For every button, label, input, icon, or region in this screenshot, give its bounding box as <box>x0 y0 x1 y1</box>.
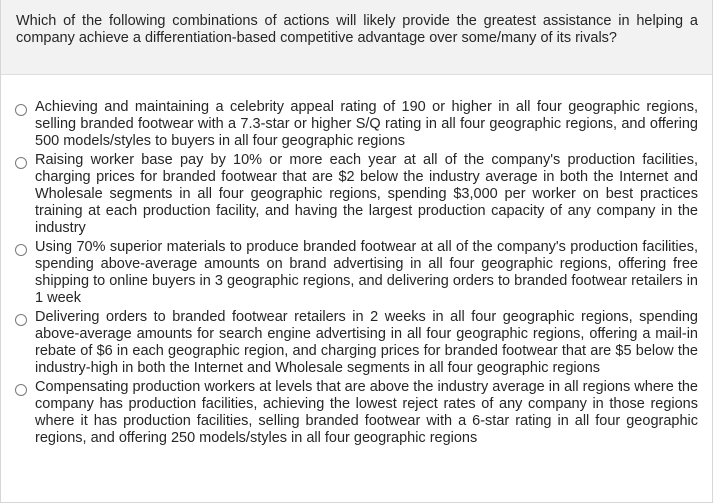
answer-option-5[interactable] <box>1 379 712 447</box>
answer-option-4[interactable] <box>1 309 712 377</box>
radio-button-option-3[interactable] <box>15 244 27 256</box>
answer-option-label[interactable]: Raising worker base pay by 10% or more each year at all of the company's production facilities, charging prices for branded footwear that are $2 below the industry average in both the Internet and Wholesale segments in all four geographic regions, spending $3,000 per worker on best practices training at each production facility, and having the largest production capacity of any company in the industry <box>35 152 698 236</box>
answer-option-label[interactable]: Delivering orders to branded footwear retailers in 2 weeks in all four geographic regions, spending above-average amounts for search engine advertising in all four geographic regions, offering a mail-in rebate of $6 in each geographic region, and charging prices for branded footwear that are $5 below the industry-high in both the Internet and Wholesale segments in all four geographic regions <box>35 309 698 376</box>
answer-option-3[interactable] <box>1 239 712 307</box>
radio-button-option-5[interactable] <box>15 384 27 396</box>
answer-option-2[interactable] <box>1 152 712 237</box>
radio-button-option-1[interactable] <box>15 104 27 116</box>
radio-button-option-4[interactable] <box>15 314 27 326</box>
answer-option-1[interactable] <box>1 99 712 150</box>
answer-option-label[interactable]: Using 70% superior materials to produce branded footwear at all of the company's production facilities, spending above-average amounts on brand advertising in all four geographic regions, offering free shipping to online buyers in 3 geographic regions, and delivering orders to branded footwear retailers in 1 week <box>35 239 698 306</box>
answer-option-label[interactable]: Achieving and maintaining a celebrity appeal rating of 190 or higher in all four geographic regions, selling branded footwear with a 7.3-star or higher S/Q rating in all four geographic regions, and offering 500 models/styles to buyers in all four geographic regions <box>35 99 698 149</box>
answer-options <box>1 99 712 449</box>
radio-button-option-2[interactable] <box>15 157 27 169</box>
question-prompt: Which of the following combinations of actions will likely provide the greatest assistance in helping a company achieve a differentiation-based competitive advantage over some/many of its rivals? <box>1 0 712 75</box>
answer-option-label[interactable]: Compensating production workers at levels that are above the industry average in all regions where the company has production facilities, achieving the lowest reject rates of any company in those regions where it has production facilities, selling branded footwear with a 6-star rating in all four geographic regions, and offering 250 models/styles in all four geographic regions <box>35 379 698 446</box>
